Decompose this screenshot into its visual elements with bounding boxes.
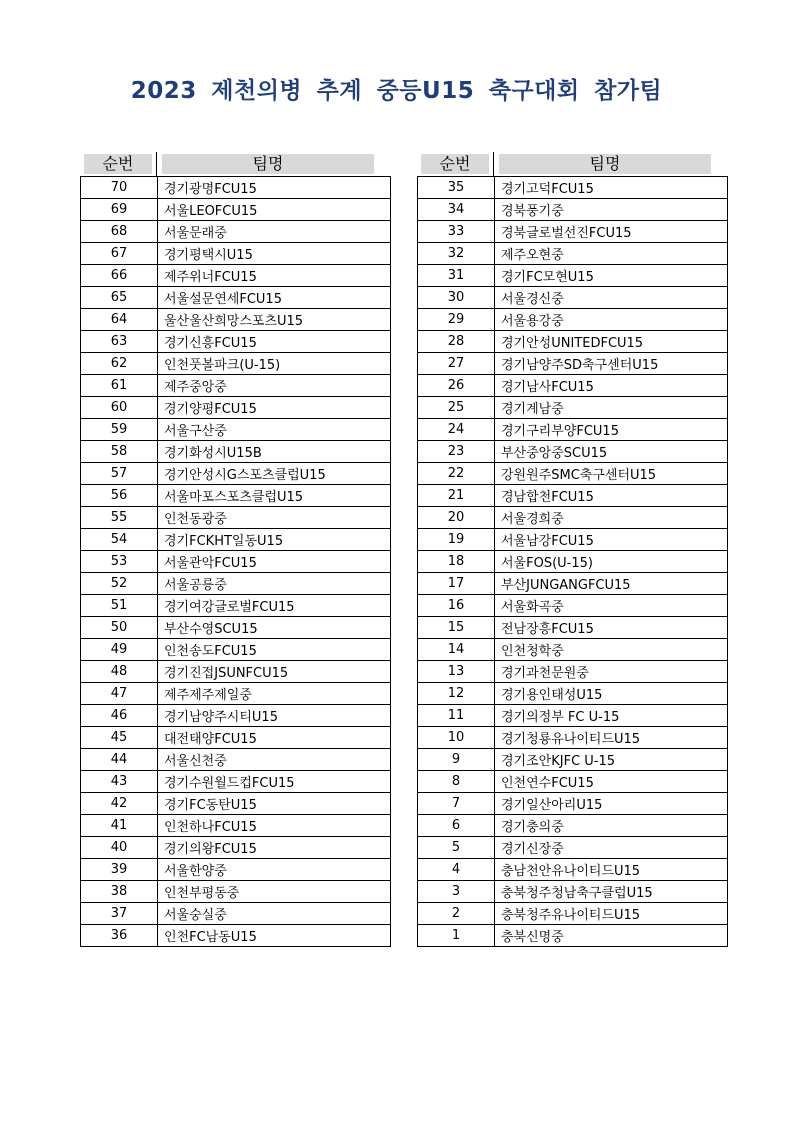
team-name: 충북신명중	[495, 925, 728, 947]
team-number: 65	[81, 287, 158, 309]
table-row	[418, 639, 728, 661]
table-row	[418, 749, 728, 771]
team-number: 59	[81, 419, 158, 441]
team-number: 38	[81, 881, 158, 903]
team-name: 울산울산희망스포츠U15	[158, 309, 391, 331]
team-number: 27	[418, 353, 495, 375]
team-name: 서울FOS(U-15)	[495, 551, 728, 573]
table-row	[81, 177, 391, 199]
table-row	[81, 419, 391, 441]
team-number: 68	[81, 221, 158, 243]
table-row	[81, 859, 391, 881]
table-row	[418, 925, 728, 947]
table-row	[81, 265, 391, 287]
table-row	[418, 661, 728, 683]
table-row	[418, 353, 728, 375]
team-name: 서울용강중	[495, 309, 728, 331]
team-name: 경북풍기중	[495, 199, 728, 221]
team-name: 경기안성시G스포츠클럽U15	[158, 463, 391, 485]
team-name: 경기신흥FCU15	[158, 331, 391, 353]
team-number: 34	[418, 199, 495, 221]
team-name: 서울경신중	[495, 287, 728, 309]
table-row	[418, 199, 728, 221]
team-name: 서울경희중	[495, 507, 728, 529]
team-name: 제주위너FCU15	[158, 265, 391, 287]
team-name: 인천하나FCU15	[158, 815, 391, 837]
header-divider	[493, 152, 494, 176]
team-name: 충북청주청남축구클럽U15	[495, 881, 728, 903]
team-number: 43	[81, 771, 158, 793]
team-number: 10	[418, 727, 495, 749]
team-number: 51	[81, 595, 158, 617]
table-row	[81, 463, 391, 485]
team-number: 2	[418, 903, 495, 925]
team-name: 인천동광중	[158, 507, 391, 529]
team-number: 46	[81, 705, 158, 727]
table-row	[418, 485, 728, 507]
table-row	[81, 287, 391, 309]
table-row	[81, 771, 391, 793]
team-name: 경기일산아리U15	[495, 793, 728, 815]
team-number: 40	[81, 837, 158, 859]
team-number: 45	[81, 727, 158, 749]
team-number: 33	[418, 221, 495, 243]
team-name: 경기신장중	[495, 837, 728, 859]
team-name: 경기진접JSUNFCU15	[158, 661, 391, 683]
team-number: 39	[81, 859, 158, 881]
team-number: 30	[418, 287, 495, 309]
number-column-header: 순번	[84, 154, 152, 174]
table-row	[418, 243, 728, 265]
table-row	[81, 661, 391, 683]
team-name: 부산수영SCU15	[158, 617, 391, 639]
team-number: 61	[81, 375, 158, 397]
team-number: 22	[418, 463, 495, 485]
team-number: 54	[81, 529, 158, 551]
table-row	[81, 485, 391, 507]
table-row	[81, 507, 391, 529]
table-row	[81, 573, 391, 595]
table-row	[418, 177, 728, 199]
team-number: 57	[81, 463, 158, 485]
team-number: 70	[81, 177, 158, 199]
team-number: 26	[418, 375, 495, 397]
table-row	[81, 727, 391, 749]
team-name: 경기남사FCU15	[495, 375, 728, 397]
team-name: 경기평택시U15	[158, 243, 391, 265]
table-header	[417, 152, 728, 176]
team-number: 3	[418, 881, 495, 903]
team-name: 경기충의중	[495, 815, 728, 837]
team-number: 69	[81, 199, 158, 221]
team-name: 경기계남중	[495, 397, 728, 419]
team-name: 대전태양FCU15	[158, 727, 391, 749]
team-name: 경기고덕FCU15	[495, 177, 728, 199]
table-row	[418, 529, 728, 551]
table-row	[418, 881, 728, 903]
table-row	[418, 705, 728, 727]
team-number: 31	[418, 265, 495, 287]
table-row	[418, 265, 728, 287]
table-row	[418, 595, 728, 617]
table-row	[418, 419, 728, 441]
team-number: 64	[81, 309, 158, 331]
team-number: 16	[418, 595, 495, 617]
team-column-header: 팀명	[162, 154, 374, 174]
team-number: 19	[418, 529, 495, 551]
team-name: 충남천안유나이티드U15	[495, 859, 728, 881]
team-number: 24	[418, 419, 495, 441]
team-name: 제주오현중	[495, 243, 728, 265]
team-number: 62	[81, 353, 158, 375]
team-number: 9	[418, 749, 495, 771]
team-name: 경기의정부 FC U-15	[495, 705, 728, 727]
table-row	[81, 595, 391, 617]
table-row	[418, 837, 728, 859]
team-name: 경기과천문원중	[495, 661, 728, 683]
team-number: 17	[418, 573, 495, 595]
team-name: 경기양평FCU15	[158, 397, 391, 419]
table-row	[418, 815, 728, 837]
team-number: 1	[418, 925, 495, 947]
team-name: 인천청학중	[495, 639, 728, 661]
team-name: 경남합천FCU15	[495, 485, 728, 507]
team-name: 경기화성시U15B	[158, 441, 391, 463]
team-column-header: 팀명	[499, 154, 711, 174]
team-name: 경기FCKHT일동U15	[158, 529, 391, 551]
team-name: 전남장흥FCU15	[495, 617, 728, 639]
table-row	[418, 771, 728, 793]
team-list	[417, 176, 728, 947]
right-team-table	[417, 152, 728, 947]
table-row	[418, 727, 728, 749]
table-row	[81, 199, 391, 221]
team-name: 서울한양중	[158, 859, 391, 881]
table-row	[81, 793, 391, 815]
team-name: 부산중앙중SCU15	[495, 441, 728, 463]
table-row	[418, 507, 728, 529]
team-name: 인천FC남동U15	[158, 925, 391, 947]
table-row	[418, 221, 728, 243]
team-number: 67	[81, 243, 158, 265]
team-name: 경기FC동탄U15	[158, 793, 391, 815]
table-row	[81, 221, 391, 243]
team-number: 6	[418, 815, 495, 837]
team-number: 66	[81, 265, 158, 287]
table-row	[418, 463, 728, 485]
table-row	[81, 881, 391, 903]
table-row	[418, 683, 728, 705]
table-row	[418, 441, 728, 463]
team-number: 52	[81, 573, 158, 595]
team-number: 55	[81, 507, 158, 529]
team-name: 서울관악FCU15	[158, 551, 391, 573]
team-number: 20	[418, 507, 495, 529]
table-row	[81, 551, 391, 573]
team-name: 경기청룡유나이티드U15	[495, 727, 728, 749]
team-number: 15	[418, 617, 495, 639]
team-number: 44	[81, 749, 158, 771]
table-row	[418, 287, 728, 309]
table-row	[418, 397, 728, 419]
table-row	[418, 309, 728, 331]
number-column-header: 순번	[421, 154, 489, 174]
team-number: 14	[418, 639, 495, 661]
table-row	[81, 617, 391, 639]
team-name: 인천풋볼파크(U-15)	[158, 353, 391, 375]
table-row	[418, 551, 728, 573]
table-row	[81, 529, 391, 551]
team-name: 서울마포스포츠클럽U15	[158, 485, 391, 507]
table-row	[418, 903, 728, 925]
team-name: 서울문래중	[158, 221, 391, 243]
team-name: 경기용인태성U15	[495, 683, 728, 705]
team-number: 48	[81, 661, 158, 683]
team-name: 경기의왕FCU15	[158, 837, 391, 859]
left-team-table	[80, 152, 391, 947]
team-number: 8	[418, 771, 495, 793]
team-name: 경기조안KJFC U-15	[495, 749, 728, 771]
team-name: 경기광명FCU15	[158, 177, 391, 199]
team-name: 서울신천중	[158, 749, 391, 771]
team-number: 7	[418, 793, 495, 815]
team-name: 서울LEOFCU15	[158, 199, 391, 221]
team-number: 18	[418, 551, 495, 573]
table-row	[418, 617, 728, 639]
team-number: 25	[418, 397, 495, 419]
team-name: 경기안성UNITEDFCU15	[495, 331, 728, 353]
table-row	[418, 793, 728, 815]
table-row	[81, 375, 391, 397]
team-list	[80, 176, 391, 947]
table-row	[81, 815, 391, 837]
team-name: 경기구리부양FCU15	[495, 419, 728, 441]
table-row	[418, 375, 728, 397]
table-row	[81, 331, 391, 353]
table-row	[81, 441, 391, 463]
team-number: 28	[418, 331, 495, 353]
team-name: 서울구산중	[158, 419, 391, 441]
team-number: 42	[81, 793, 158, 815]
team-number: 5	[418, 837, 495, 859]
team-number: 58	[81, 441, 158, 463]
team-number: 56	[81, 485, 158, 507]
team-number: 11	[418, 705, 495, 727]
team-name: 부산JUNGANGFCU15	[495, 573, 728, 595]
team-name: 경기남양주시티U15	[158, 705, 391, 727]
team-number: 47	[81, 683, 158, 705]
team-name: 경기남양주SD축구센터U15	[495, 353, 728, 375]
table-row	[81, 397, 391, 419]
header-divider	[156, 152, 157, 176]
table-row	[81, 243, 391, 265]
team-number: 50	[81, 617, 158, 639]
table-row	[418, 573, 728, 595]
table-row	[81, 925, 391, 947]
team-number: 13	[418, 661, 495, 683]
table-row	[81, 903, 391, 925]
table-row	[81, 749, 391, 771]
team-name: 경기여강글로벌FCU15	[158, 595, 391, 617]
team-number: 36	[81, 925, 158, 947]
team-number: 4	[418, 859, 495, 881]
team-number: 29	[418, 309, 495, 331]
team-number: 53	[81, 551, 158, 573]
team-name: 서울화곡중	[495, 595, 728, 617]
team-name: 서울공릉중	[158, 573, 391, 595]
team-name: 제주제주제일중	[158, 683, 391, 705]
team-name: 강원원주SMC축구센터U15	[495, 463, 728, 485]
team-number: 37	[81, 903, 158, 925]
team-name: 경기FC모현U15	[495, 265, 728, 287]
team-number: 63	[81, 331, 158, 353]
team-number: 32	[418, 243, 495, 265]
team-number: 23	[418, 441, 495, 463]
team-number: 21	[418, 485, 495, 507]
team-number: 41	[81, 815, 158, 837]
team-name: 인천부평동중	[158, 881, 391, 903]
team-name: 인천송도FCU15	[158, 639, 391, 661]
team-name: 서울숭실중	[158, 903, 391, 925]
team-number: 60	[81, 397, 158, 419]
table-row	[81, 309, 391, 331]
team-number: 35	[418, 177, 495, 199]
team-name: 경북글로벌선진FCU15	[495, 221, 728, 243]
team-name: 서울설문연세FCU15	[158, 287, 391, 309]
team-name: 충북청주유나이티드U15	[495, 903, 728, 925]
table-row	[81, 705, 391, 727]
team-name: 제주중앙중	[158, 375, 391, 397]
table-header	[80, 152, 391, 176]
team-number: 49	[81, 639, 158, 661]
table-row	[81, 837, 391, 859]
table-row	[418, 859, 728, 881]
table-row	[418, 331, 728, 353]
team-name: 인천연수FCU15	[495, 771, 728, 793]
table-row	[81, 639, 391, 661]
team-number: 12	[418, 683, 495, 705]
table-row	[81, 353, 391, 375]
table-row	[81, 683, 391, 705]
page-title: 2023 제천의병 추계 중등U15 축구대회 참가팀	[130, 78, 663, 104]
team-name: 서울남강FCU15	[495, 529, 728, 551]
team-name: 경기수원월드컵FCU15	[158, 771, 391, 793]
